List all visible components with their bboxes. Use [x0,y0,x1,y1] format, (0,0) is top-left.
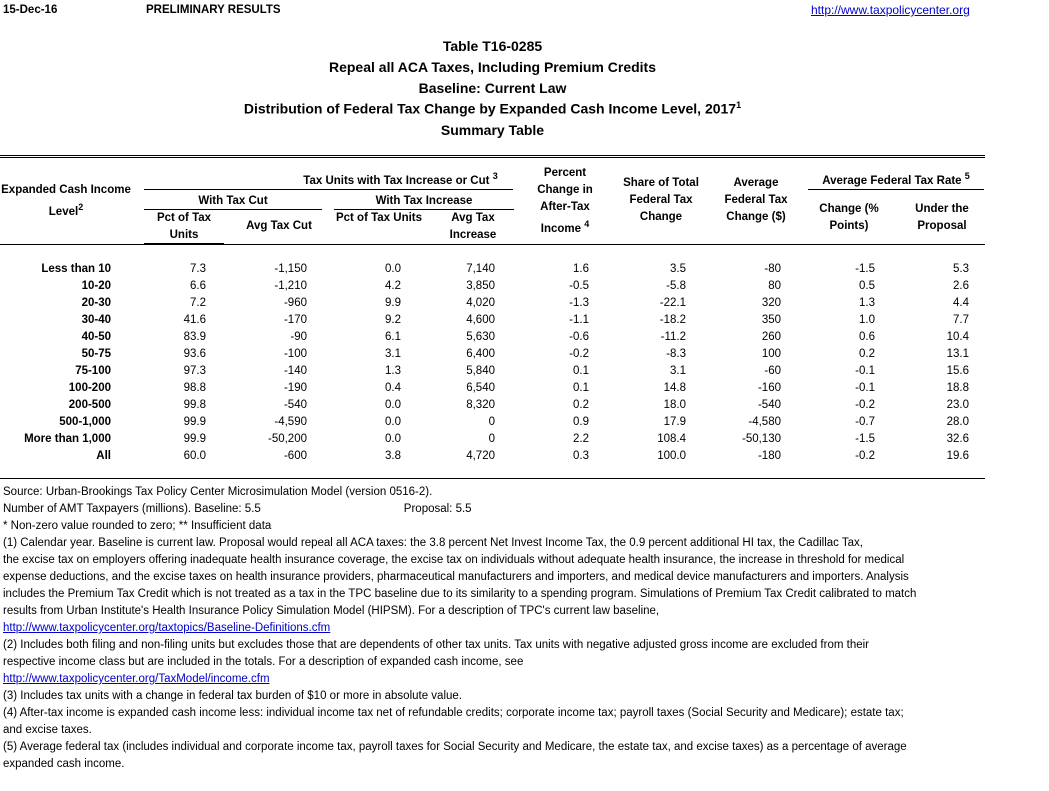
sub-rule [144,243,224,244]
note-2: (2) Includes both filing and non-filing units but excludes those that are dependents of other tax units. Tax units with negative adjusted gross income are excluded from their [3,639,869,651]
value-cell: 99.8 [183,399,206,411]
value-cell: 9.2 [385,314,401,326]
value-cell: 14.8 [663,382,686,394]
value-cell: -600 [283,450,307,462]
income-level-cell: 100-200 [68,382,111,394]
value-cell: 6,400 [466,348,495,360]
note-1: includes the Premium Tax Credit which is not treated as a tax in the TPC baseline due to its similarity to a spending program. Simulations of Premium Tax Credit calibrated to match [3,588,917,600]
value-cell: -50,200 [267,433,307,445]
value-cell: 32.6 [946,433,969,445]
value-cell: 108.4 [657,433,686,445]
income-level-cell: All [96,450,111,462]
value-cell: 5.3 [953,263,969,275]
value-cell: -0.6 [569,331,589,343]
value-cell: 7,140 [466,263,495,275]
value-cell: 18.0 [663,399,686,411]
value-cell: 7.2 [190,297,206,309]
value-cell: 3.1 [670,365,686,377]
table-row [0,363,969,380]
value-cell: -1.5 [855,263,875,275]
value-cell: 350 [761,314,781,326]
table-row [0,312,969,329]
value-cell: 6.1 [385,331,401,343]
note-1: expense deductions, and the excise taxes on health insurance providers, pharmaceutical manufacturers and importers, and medical device manufacturers and importers. Analysis [3,571,909,583]
value-cell: 99.9 [183,416,206,428]
col-avg-tax-cut: Avg Tax Cut [246,220,312,232]
value-cell: -0.1 [855,365,875,377]
value-cell: 98.8 [183,382,206,394]
value-cell: 0.2 [859,348,875,360]
value-cell: 1.0 [859,314,875,326]
value-cell: 9.9 [385,297,401,309]
value-cell: -1,210 [274,280,307,292]
value-cell: 3,850 [466,280,495,292]
report-date: 15-Dec-16 [3,4,58,16]
income-level-cell: 75-100 [75,365,111,377]
value-cell: 1.3 [859,297,875,309]
table-row [0,431,969,448]
col-pct-units-cut: Pct of Tax Units [156,212,212,241]
table-row [0,380,969,397]
table-row [0,346,969,363]
value-cell: 83.9 [183,331,206,343]
income-definition-link[interactable]: http://www.taxpolicycenter.org/TaxModel/income.cfm [3,673,270,685]
col-avg-tax-increase: Avg Tax Increase [449,212,497,241]
value-cell: 4.2 [385,280,401,292]
income-level-cell: 30-40 [81,314,111,326]
value-cell: 93.6 [183,348,206,360]
income-level-cell: 500-1,000 [59,416,111,428]
col-with-tax-cut: With Tax Cut [198,195,268,207]
value-cell: -0.1 [855,382,875,394]
note-5: (5) Average federal tax (includes individual and corporate income tax, payroll taxes for Social Security and Medicare, the estate tax, and excise taxes) as a percentage of average [3,741,907,753]
value-cell: 0.4 [385,382,401,394]
header-bottom-rule [0,244,985,245]
value-cell: -140 [283,365,307,377]
value-cell: -50,130 [741,433,781,445]
note-1: (1) Calendar year. Baseline is current law. Proposal would repeal all ACA taxes: the 3.8 percent Net Invest Income Tax, the 0.9 percent additional HI tax, the Cadillac Tax, [3,537,863,549]
baseline-title: Baseline: Current Law [418,80,567,96]
value-cell: 0.3 [573,450,589,462]
value-cell: 0.6 [859,331,875,343]
value-cell: -0.5 [569,280,589,292]
table-row [0,261,969,278]
amt-note: Number of AMT Taxpayers (millions). Baseline: 5.5 Proposal: 5.5 [3,503,472,515]
value-cell: -80 [764,263,781,275]
value-cell: 0.0 [385,433,401,445]
note-5: expanded cash income. [3,758,125,770]
value-cell: 2.2 [573,433,589,445]
value-cell: -90 [290,331,307,343]
value-cell: 0.1 [573,365,589,377]
value-cell: 10.4 [946,331,969,343]
col-avg-change: Average Federal Tax Change ($) [724,177,788,223]
avg-rate-rule [808,189,984,190]
col-tax-units-group: Tax Units with Tax Increase or Cut $^3$ [303,171,498,187]
value-cell: 0.0 [385,399,401,411]
value-cell: 1.3 [385,365,401,377]
value-cell: -22.1 [659,297,686,309]
value-cell: -180 [757,450,781,462]
value-cell: -11.2 [660,331,686,343]
value-cell: 7.7 [953,314,969,326]
tpc-link[interactable]: http://www.taxpolicycenter.org [811,3,970,17]
note-4: (4) After-tax income is expanded cash income less: individual income tax net of refundable credits; corporate income tax; payroll taxes (Social Security and Medicare); estate tax; [3,707,904,719]
value-cell: -18.2 [659,314,686,326]
value-cell: 0.5 [859,280,875,292]
value-cell: 4,020 [466,297,495,309]
value-cell: -540 [283,399,307,411]
value-cell: -8.3 [666,348,686,360]
value-cell: -60 [764,365,781,377]
col-share-total: Share of Total Federal Tax Change [623,177,699,223]
tax-units-rule [144,189,513,190]
value-cell: 80 [768,280,781,292]
value-cell: -0.2 [855,399,875,411]
value-cell: 3.8 [385,450,401,462]
source-note: Source: Urban-Brookings Tax Policy Center Microsimulation Model (version 0516-2). [3,486,433,498]
value-cell: 17.9 [663,416,686,428]
value-cell: 8,320 [466,399,495,411]
value-cell: 19.6 [946,450,969,462]
value-cell: -540 [757,399,781,411]
value-cell: 100 [761,348,781,360]
value-cell: 5,630 [466,331,495,343]
value-cell: 3.5 [670,263,686,275]
value-cell: 0.0 [385,263,401,275]
value-cell: 320 [761,297,781,309]
value-cell: -160 [757,382,781,394]
value-cell: -100 [283,348,307,360]
note-1: the excise tax on employers offering inadequate health insurance coverage, the excise tax on individuals without adequate health insurance, the increase in threshold for medical [3,554,905,566]
summary-title: Summary Table [440,122,545,138]
status-label: PRELIMINARY RESULTS [146,4,281,16]
value-cell: 97.3 [183,365,206,377]
value-cell: 1.6 [573,263,589,275]
note-2: respective income class but are included in the totals. For a description of expanded cash income, see [3,656,524,668]
table-row [0,448,969,465]
value-cell: -0.7 [855,416,875,428]
table-title: Repeal all ACA Taxes, Including Premium Credits [328,59,656,75]
value-cell: -1.1 [569,314,589,326]
value-cell: 60.0 [183,450,206,462]
distribution-title: Distribution of Federal Tax Change by Expanded Cash Income Level, 2017$^1$ [243,100,742,117]
income-level-cell: 40-50 [81,331,111,343]
col-pct-change-after-tax: Percent Change in After-Tax Income $^4$ [537,167,593,235]
value-cell: 3.1 [385,348,401,360]
value-cell: -0.2 [569,348,589,360]
income-level-cell: More than 1,000 [24,433,111,445]
table-number: Table T16-0285 [442,38,543,54]
value-cell: 18.8 [946,382,969,394]
income-level-cell: Less than 10 [41,263,111,275]
note-3: (3) Includes tax units with a change in federal tax burden of $10 or more in absolute value. [3,690,462,702]
value-cell: 99.9 [183,433,206,445]
value-cell: -5.8 [666,280,686,292]
value-cell: 7.3 [190,263,206,275]
value-cell: 13.1 [946,348,969,360]
value-cell: -1,150 [274,263,307,275]
col-avg-rate-group: Average Federal Tax Rate $^5$ [822,171,970,187]
table-bottom-rule [0,478,985,479]
value-cell: 4,600 [466,314,495,326]
notes-section [3,484,1043,773]
income-level-cell: 10-20 [81,280,111,292]
value-cell: 23.0 [946,399,969,411]
value-cell: 28.0 [946,416,969,428]
value-cell: -0.2 [855,450,875,462]
note-1: results from Urban Institute's Health Insurance Policy Simulation Model (HIPSM). For a description of TPC's current law baseline, [3,605,660,617]
baseline-definitions-link[interactable]: http://www.taxpolicycenter.org/taxtopics/Baseline-Definitions.cfm [3,622,331,634]
value-cell: -1.5 [855,433,875,445]
col-change-points: Change (% Points) [819,203,879,232]
value-cell: -4,590 [274,416,307,428]
value-cell: 0.9 [573,416,589,428]
value-cell: 15.6 [946,365,969,377]
value-cell: 2.6 [953,280,969,292]
value-cell: -960 [283,297,307,309]
value-cell: 6,540 [466,382,495,394]
col-income-level: Expanded Cash Income Level$^2$ [1,184,131,218]
value-cell: 0 [488,433,495,445]
value-cell: 41.6 [183,314,206,326]
value-cell: -1.3 [569,297,589,309]
value-cell: -190 [283,382,307,394]
value-cell: 260 [761,331,781,343]
table-row [0,278,969,295]
income-level-cell: 50-75 [81,348,111,360]
value-cell: 0.2 [573,399,589,411]
table-row [0,397,969,414]
value-cell: 4.4 [953,297,969,309]
value-cell: -170 [283,314,307,326]
value-cell: 0.0 [385,416,401,428]
value-cell: 4,720 [466,450,495,462]
value-cell: -4,580 [748,416,781,428]
nonzero-note: * Non-zero value rounded to zero; ** Insufficient data [3,520,272,532]
title-footnote-ref: 1 [736,100,742,110]
col-with-tax-increase: With Tax Increase [375,195,473,207]
income-level-cell: 200-500 [68,399,111,411]
header-top-rule [0,155,985,158]
distribution-table [0,261,969,465]
value-cell: 100.0 [657,450,686,462]
table-row [0,295,969,312]
value-cell: 6.6 [190,280,206,292]
income-level-cell: 20-30 [81,297,111,309]
value-cell: 0.1 [573,382,589,394]
col-pct-units-increase: Pct of Tax Units [335,212,423,224]
table-row [0,414,969,431]
table-row [0,329,969,346]
col-under-proposal: Under the Proposal [915,203,969,232]
value-cell: 5,840 [466,365,495,377]
value-cell: 0 [488,416,495,428]
note-4: and excise taxes. [3,724,92,736]
